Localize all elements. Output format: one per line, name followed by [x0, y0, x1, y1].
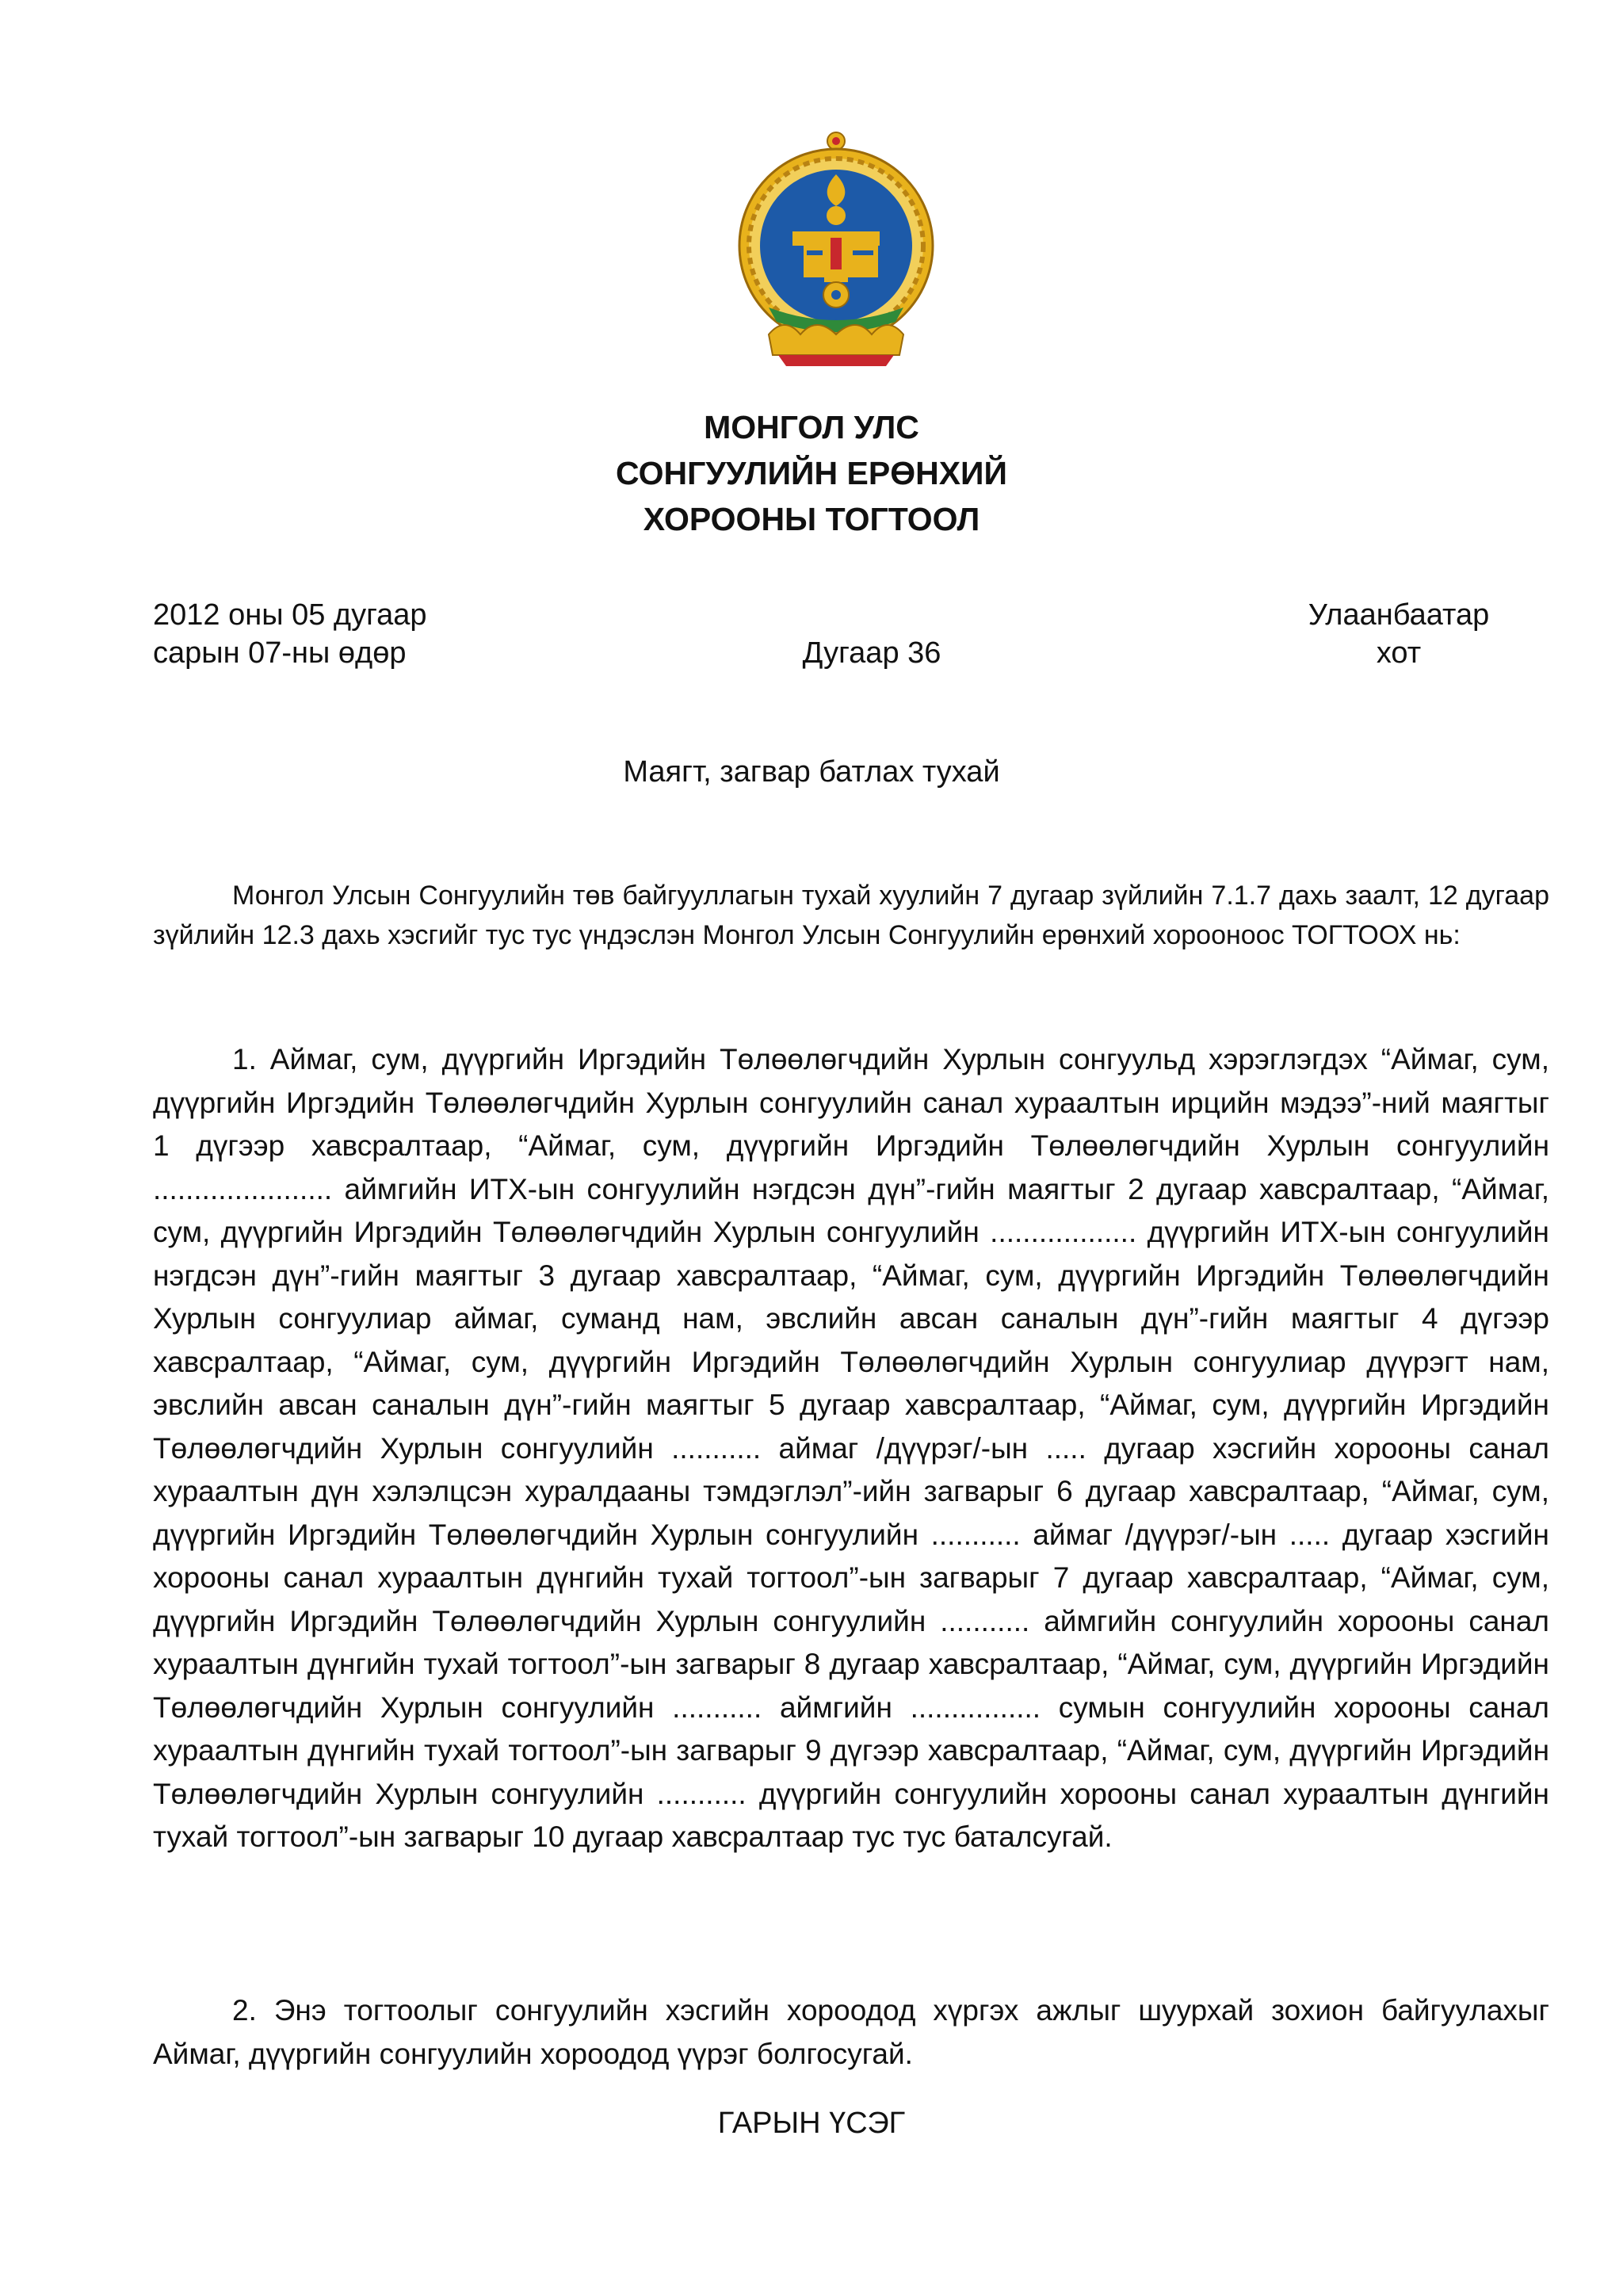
document-number: Дугаар 36 — [802, 636, 941, 670]
document-header — [0, 404, 1623, 542]
intro-paragraph: Монгол Улсын Сонгуулийн төв байгууллагын тухай хуулийн 7 дугаар зүйлийн 7.1.7 дахь заалт, 12 дугаар зүйлийн 12.3 дахь хэсгийг тус тус үндэслэн Монгол Улсын Сонгуулийн ерөнхий хорооноос ТОГТООХ нь: — [153, 881, 1549, 950]
date-line-2: сарын 07-ны өдөр — [153, 636, 407, 670]
signature-line: ГАРЫН ҮСЭГ — [717, 2107, 906, 2140]
document-subject: Маягт, загвар батлах тухай — [623, 755, 1000, 789]
place-line-2: хот — [1376, 636, 1422, 670]
resolution-item-2: 2. Энэ тогтоолыг сонгуулийн хэсгийн хороодод хүргэх ажлыг шуурхай зохион байгуулахыг Аймаг, дүүргийн сонгуулийн хороодод үүрэг болгосугай. — [153, 1994, 1549, 2070]
header-line-authority: СОНГУУЛИЙН ЕРӨНХИЙ — [616, 455, 1007, 491]
date-line-1: 2012 оны 05 дугаар — [153, 598, 427, 632]
resolution-item-1: 1. Аймаг, сум, дүүргийн Иргэдийн Төлөөлөгчдийн Хурлын сонгуульд хэрэглэгдэх “Аймаг, сум, дүүргийн Иргэдийн Төлөөлөгчдийн Хурлын сонгуулийн санал хураалтын ирцийн мэдээ”-ний маягтыг 1 дүгээр хавсралтаар, “Аймаг, сум, дүүргийн Иргэдийн Төлөөлөгчдийн Хурлын сонгуулийн ...................... аймгийн ИТХ-ын сонгуулийн нэгдсэн дүн”-гийн маягтыг 2 дугаар хавсралтаар, “Аймаг, сум, дүүргийн Иргэдийн Төлөөлөгчдийн Хурлын сонгуулийн .................. дүүргийн ИТХ-ын сонгуулийн нэгдсэн дүн”-гийн маягтыг 3 дугаар хавсралтаар, “Аймаг, сум, дүүргийн Иргэдийн Төлөөлөгчдийн Хурлын сонгуулиар аймаг, суманд нам, эвслийн авсан саналын дүн”-гийн маягтыг 4 дүгээр хавсралтаар, “Аймаг, сум, дүүргийн Иргэдийн Төлөөлөгчдийн Хурлын сонгуулиар дүүрэгт нам, эвслийн авсан саналын дүн”-гийн маягтыг 5 дугаар хавсралтаар, “Аймаг, сум, дүүргийн Иргэдийн Төлөөлөгчдийн Хурлын сонгуулийн ........... аймаг /дүүрэг/-ын ..... дугаар хэсгийн хорооны санал хураалтын дүн хэлэлцсэн хуралдааны тэмдэглэл”-ийн загварыг 6 дугаар хавсралтаар, “Аймаг, сум, дүүргийн Иргэдийн Төлөөлөгчдийн Хурлын сонгуулийн ........... аймаг /дүүрэг/-ын ..... дугаар хэсгийн хорооны санал хураалтын дүнгийн тухай тогтоол”-ын загварыг 7 дугаар хавсралтаар, “Аймаг, сум, дүүргийн Иргэдийн Төлөөлөгчдийн Хурлын сонгуулийн ........... аймгийн сонгуулийн хорооны санал хураалтын дүнгийн тухай тогтоол”-ын загварыг 8 дугаар хавсралтаар, “Аймаг, сум, дүүргийн Иргэдийн Төлөөлөгчдийн Хурлын сонгуулийн ........... аймгийн ................ сумын сонгуулийн хорооны санал хураалтын дүнгийн тухай тогтоол”-ын загварыг 9 дүгээр хавсралтаар, “Аймаг, сум, дүүргийн Иргэдийн Төлөөлөгчдийн Хурлын сонгуулийн ........... дүүргийн сонгуулийн хорооны санал хураалтын дүнгийн тухай тогтоол”-ын загварыг 10 дугаар хавсралтаар тус тус баталсугай. — [153, 1043, 1549, 1853]
document-date — [153, 596, 427, 672]
header-line-country: МОНГОЛ УЛС — [704, 409, 919, 445]
place-line-1: Улаанбаатар — [1308, 598, 1490, 632]
document-place — [1268, 596, 1529, 672]
header-line-doc-type: ХОРООНЫ ТОГТООЛ — [643, 501, 980, 537]
state-emblem — [737, 127, 935, 372]
